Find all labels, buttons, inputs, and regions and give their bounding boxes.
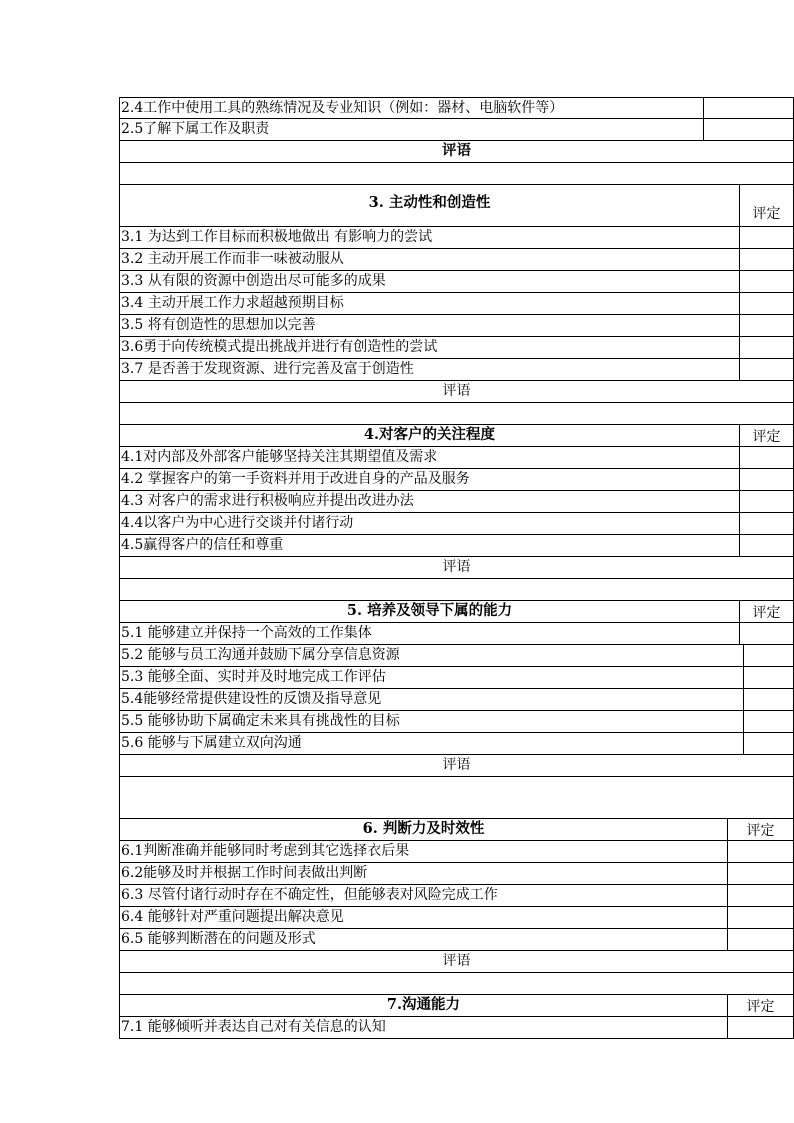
section-header xyxy=(119,995,794,1017)
section-title: 6. 判断力及时效性 xyxy=(362,820,485,837)
comment-field[interactable] xyxy=(119,973,794,995)
section-title: 5. 培养及领导下属的能力 xyxy=(346,602,513,619)
item-row xyxy=(119,359,794,381)
item-row xyxy=(119,293,794,315)
comment-field[interactable] xyxy=(119,163,794,185)
item-row xyxy=(119,249,794,271)
item-row xyxy=(119,907,794,929)
item-text: 2.4工作中使用工具的熟练情况及专业知识（例如：器材、电脑软件等） xyxy=(121,100,564,116)
score-cell[interactable] xyxy=(743,689,793,710)
item-text: 3.5 将有创造性的思想加以完善 xyxy=(121,317,316,333)
comment-label-row xyxy=(119,141,794,163)
item-row xyxy=(119,337,794,359)
comment-label: 评语 xyxy=(442,383,471,399)
score-cell[interactable] xyxy=(727,1017,793,1038)
item-row xyxy=(119,1017,794,1039)
item-text: 3.4 主动开展工作力求超越预期目标 xyxy=(121,295,344,311)
comment-field[interactable] xyxy=(119,579,794,601)
item-text: 4.4以客户为中心进行交谈并付诸行动 xyxy=(121,515,354,531)
score-cell[interactable] xyxy=(727,907,793,928)
rating-header: 评定 xyxy=(739,185,793,226)
item-row xyxy=(119,733,794,755)
item-text: 4.2 掌握客户的第一手资料并用于改进自身的产品及服务 xyxy=(121,471,470,487)
comment-label-row xyxy=(119,951,794,973)
item-text: 3.3 从有限的资源中创造出尽可能多的成果 xyxy=(121,273,386,289)
item-text: 4.1对内部及外部客户能够坚持关注其期望值及需求 xyxy=(121,449,438,465)
comment-field[interactable] xyxy=(119,403,794,425)
item-row xyxy=(119,623,794,645)
score-cell[interactable] xyxy=(727,863,793,884)
item-row xyxy=(119,469,794,491)
comment-label: 评语 xyxy=(442,757,471,773)
score-cell[interactable] xyxy=(739,491,793,512)
item-row xyxy=(119,689,794,711)
item-text: 2.5了解下属工作及职责 xyxy=(121,121,270,137)
rating-header: 评定 xyxy=(727,995,793,1016)
item-row xyxy=(119,929,794,951)
comment-label: 评语 xyxy=(442,559,471,575)
score-cell[interactable] xyxy=(739,337,793,358)
section-header xyxy=(119,185,794,227)
item-row xyxy=(119,97,794,119)
item-text: 3.7 是否善于发现资源、进行完善及富于创造性 xyxy=(121,361,414,377)
section-title: 7.沟通能力 xyxy=(386,996,461,1013)
score-cell[interactable] xyxy=(739,535,793,556)
item-row xyxy=(119,667,794,689)
item-text: 5.6 能够与下属建立双向沟通 xyxy=(121,735,302,751)
item-text: 3.1 为达到工作目标而积极地做出 有影响力的尝试 xyxy=(121,229,433,245)
item-text: 6.3 尽管付诸行动时存在不确定性，但能够表对风险完成工作 xyxy=(121,887,498,903)
score-cell[interactable] xyxy=(703,98,793,118)
score-cell[interactable] xyxy=(739,315,793,336)
comment-label: 评语 xyxy=(442,142,471,159)
item-row xyxy=(119,885,794,907)
comment-label-row xyxy=(119,557,794,579)
score-cell[interactable] xyxy=(727,885,793,906)
item-row xyxy=(119,271,794,293)
item-text: 5.1 能够建立并保持一个高效的工作集体 xyxy=(121,625,372,641)
score-cell[interactable] xyxy=(739,447,793,468)
score-cell[interactable] xyxy=(739,271,793,292)
score-cell[interactable] xyxy=(739,513,793,534)
score-cell[interactable] xyxy=(739,227,793,248)
item-row xyxy=(119,513,794,535)
item-text: 6.4 能够针对严重问题提出解决意见 xyxy=(121,909,344,925)
score-cell[interactable] xyxy=(727,929,793,950)
item-row xyxy=(119,535,794,557)
evaluation-form xyxy=(119,97,794,1039)
item-text: 6.5 能够判断潜在的问题及形式 xyxy=(121,931,316,947)
score-cell[interactable] xyxy=(739,359,793,380)
comment-field[interactable] xyxy=(119,777,794,819)
section-header xyxy=(119,425,794,447)
item-row xyxy=(119,841,794,863)
item-text: 4.3 对客户的需求进行积极响应并提出改进办法 xyxy=(121,493,414,509)
score-cell[interactable] xyxy=(743,645,793,666)
comment-label-row xyxy=(119,755,794,777)
section-title: 4.对客户的关注程度 xyxy=(363,426,496,443)
item-text: 5.2 能够与员工沟通并鼓励下属分享信息资源 xyxy=(121,647,400,663)
item-row xyxy=(119,645,794,667)
item-text: 3.2 主动开展工作而非一味被动服从 xyxy=(121,251,344,267)
item-row xyxy=(119,491,794,513)
item-row xyxy=(119,447,794,469)
score-cell[interactable] xyxy=(743,711,793,732)
item-row xyxy=(119,227,794,249)
item-text: 5.4能够经常提供建设性的反馈及指导意见 xyxy=(121,691,382,707)
score-cell[interactable] xyxy=(739,249,793,270)
item-row xyxy=(119,315,794,337)
item-row xyxy=(119,711,794,733)
score-cell[interactable] xyxy=(743,667,793,688)
item-text: 5.3 能够全面、实时并及时地完成工作评估 xyxy=(121,669,386,685)
rating-header: 评定 xyxy=(739,601,793,622)
score-cell[interactable] xyxy=(739,293,793,314)
rating-header: 评定 xyxy=(727,819,793,840)
section-title: 3. 主动性和创造性 xyxy=(368,194,491,211)
item-text: 7.1 能够倾听并表达自己对有关信息的认知 xyxy=(121,1019,386,1035)
item-text: 6.2能够及时并根据工作时间表做出判断 xyxy=(121,865,368,881)
item-text: 6.1判断准确并能够同时考虑到其它选择衣后果 xyxy=(121,843,410,859)
score-cell[interactable] xyxy=(743,733,793,754)
score-cell[interactable] xyxy=(739,623,793,644)
item-text: 5.5 能够协助下属确定未来具有挑战性的目标 xyxy=(121,713,400,729)
item-row xyxy=(119,863,794,885)
rating-header: 评定 xyxy=(739,425,793,446)
score-cell[interactable] xyxy=(739,469,793,490)
item-row xyxy=(119,119,794,141)
score-cell[interactable] xyxy=(703,119,793,140)
score-cell[interactable] xyxy=(727,841,793,862)
section-header xyxy=(119,819,794,841)
comment-label: 评语 xyxy=(442,953,471,969)
section-header xyxy=(119,601,794,623)
item-text: 4.5赢得客户的信任和尊重 xyxy=(121,537,284,553)
item-text: 3.6勇于向传统模式提出挑战并进行有创造性的尝试 xyxy=(121,339,438,355)
comment-label-row xyxy=(119,381,794,403)
